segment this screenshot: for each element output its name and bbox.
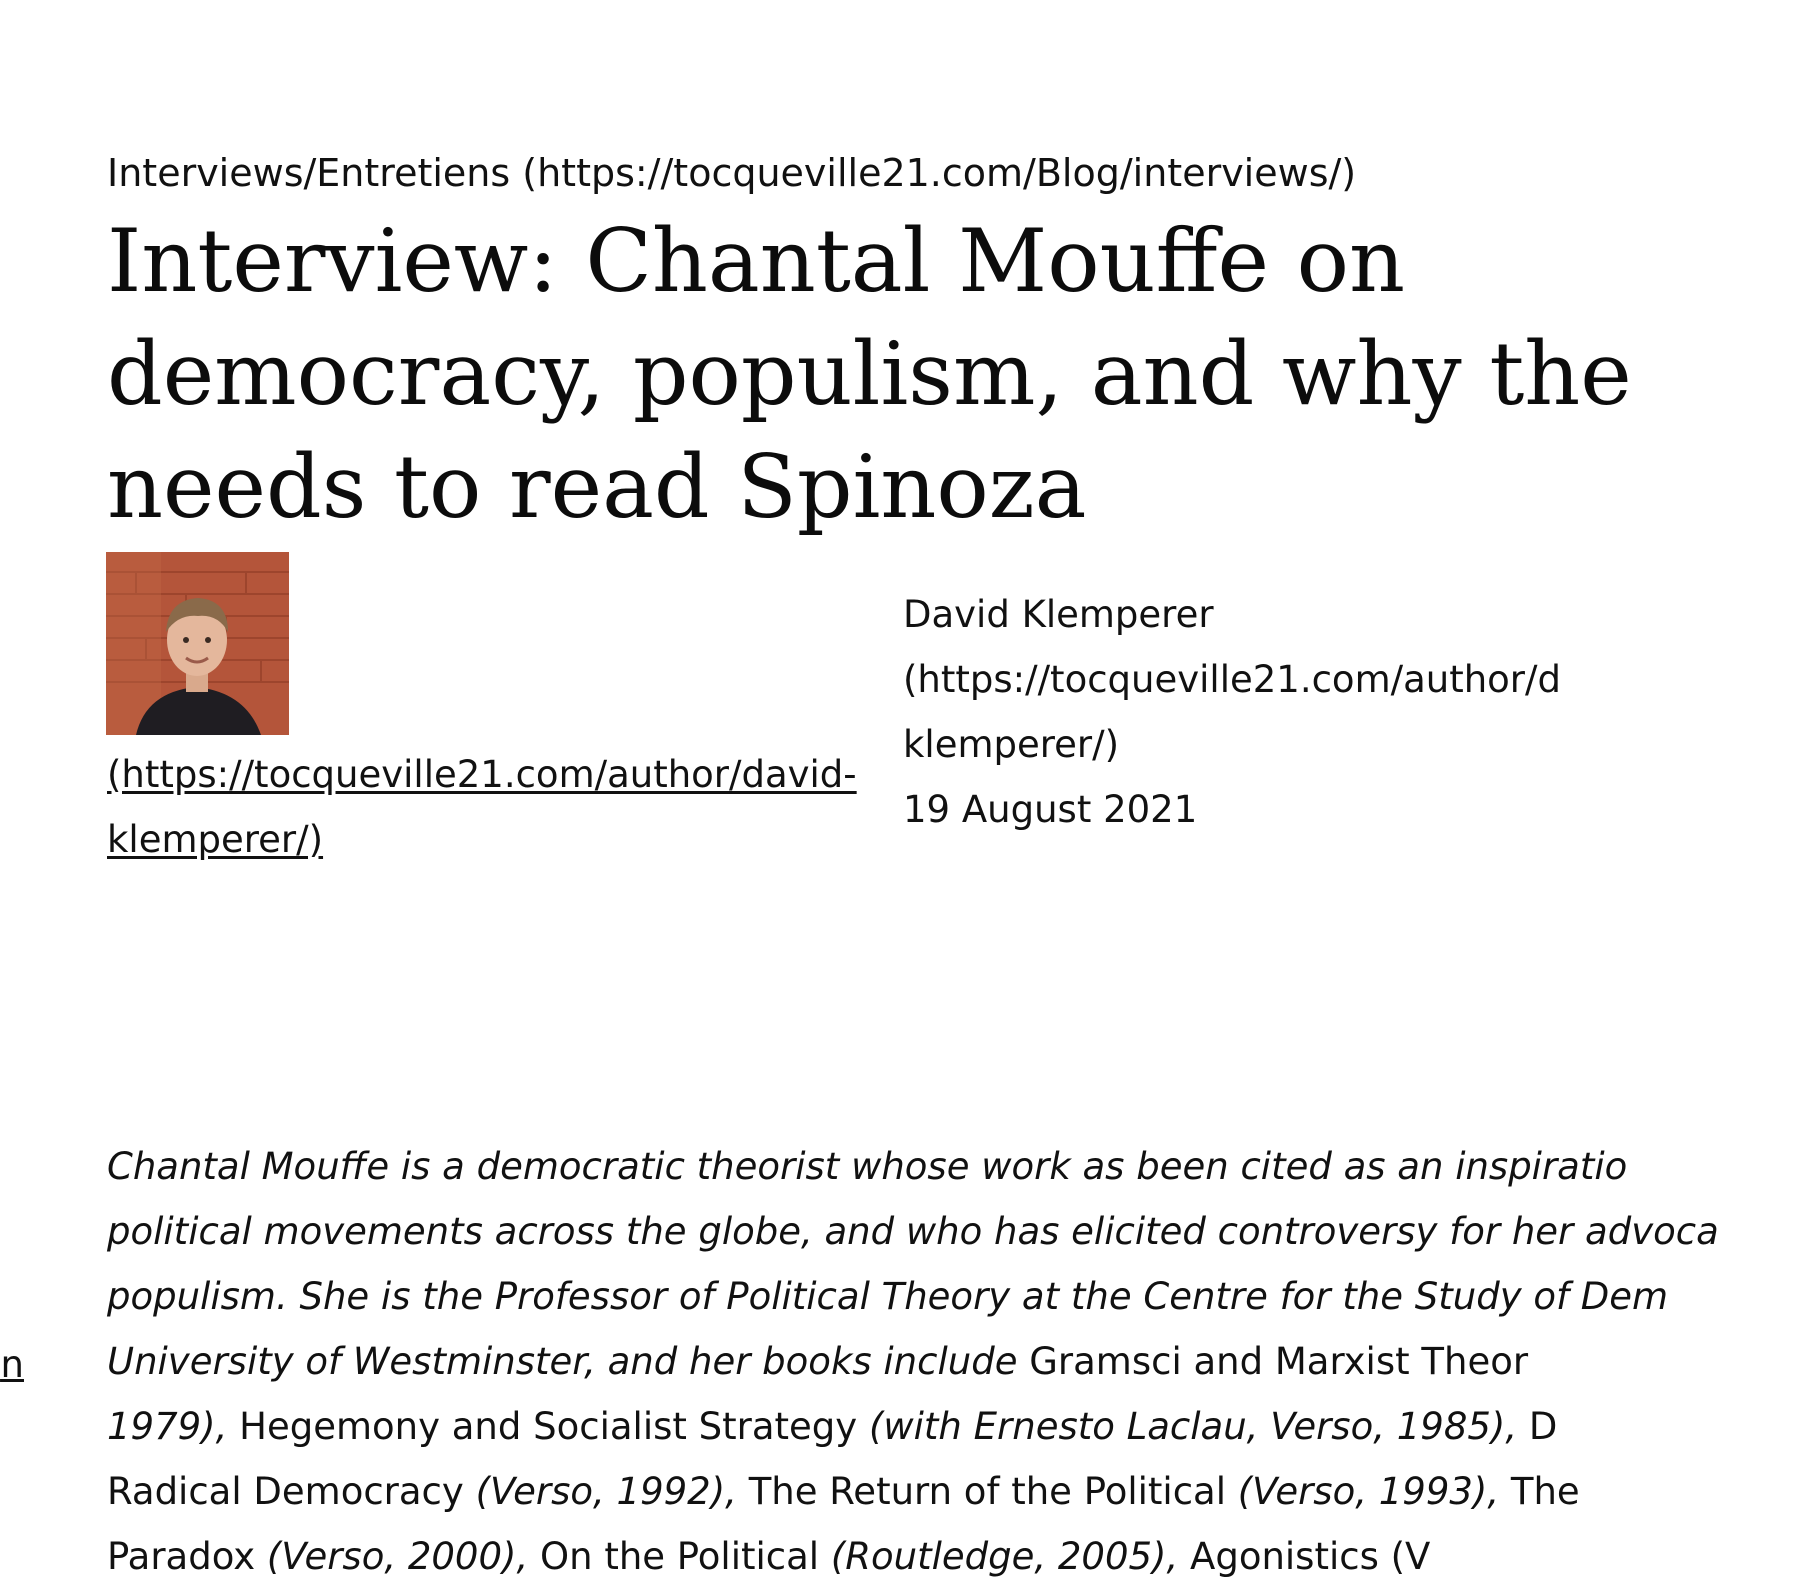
- intro-line: [107, 1134, 1807, 1199]
- intro-line: [107, 1199, 1807, 1264]
- intro-text: University of Westminster, and her books include: [107, 1340, 1030, 1383]
- author-link-line[interactable]: (https://tocqueville21.com/author/david-: [107, 753, 857, 796]
- author-avatar[interactable]: [106, 552, 289, 735]
- book-title: Gramsci and Marxist Theor: [1029, 1340, 1529, 1383]
- intro-text: Chantal Mouffe is a democratic theorist whose work as been cited as an inspiratio: [107, 1145, 1628, 1188]
- intro-line: [107, 1459, 1807, 1524]
- intro-line: [107, 1524, 1807, 1589]
- title-line: democracy, populism, and why the: [107, 323, 1632, 425]
- author-url-line[interactable]: klemperer/): [903, 723, 1120, 766]
- article-intro: [107, 1134, 1807, 1589]
- intro-text: (Verso, 1993),: [1237, 1470, 1511, 1513]
- article-title: [107, 205, 1707, 544]
- book-title: Agonistics (V: [1190, 1535, 1431, 1578]
- intro-text: 1979),: [107, 1405, 240, 1448]
- intro-text: political movements across the globe, and who has elicited controversy for her advoca: [107, 1210, 1719, 1253]
- author-meta: [903, 582, 1561, 842]
- author-link[interactable]: [107, 742, 867, 872]
- intro-text: (with Ernesto Laclau, Verso, 1985),: [868, 1405, 1529, 1448]
- intro-text: (Routledge, 2005),: [830, 1535, 1191, 1578]
- article-category-link[interactable]: Interviews/Entretiens (https://tocqueville21.com/Blog/interviews/): [107, 151, 1357, 195]
- book-title: On the Political: [539, 1535, 831, 1578]
- intro-line: [107, 1329, 1807, 1394]
- author-name[interactable]: David Klemperer: [903, 593, 1214, 636]
- book-title: The Return of the Political: [748, 1470, 1238, 1513]
- author-link-line[interactable]: klemperer/): [107, 818, 324, 861]
- sidebar-link-fragment[interactable]: n: [0, 1343, 24, 1386]
- book-title: Radical Democracy: [107, 1470, 476, 1513]
- intro-line: [107, 1264, 1807, 1329]
- intro-text: (Verso, 1992),: [475, 1470, 749, 1513]
- intro-line: [107, 1394, 1807, 1459]
- book-title: The: [1510, 1470, 1580, 1513]
- book-title: D: [1528, 1405, 1558, 1448]
- author-url-line[interactable]: (https://tocqueville21.com/author/d: [903, 658, 1561, 701]
- title-line: needs to read Spinoza: [107, 436, 1087, 538]
- title-line: Interview: Chantal Mouffe on: [107, 210, 1405, 312]
- book-title: Hegemony and Socialist Strategy: [239, 1405, 869, 1448]
- publish-date: 19 August 2021: [903, 788, 1198, 831]
- intro-text: populism. She is the Professor of Political Theory at the Centre for the Study of Dem: [107, 1275, 1669, 1318]
- book-title: Paradox: [107, 1535, 267, 1578]
- intro-text: (Verso, 2000),: [266, 1535, 540, 1578]
